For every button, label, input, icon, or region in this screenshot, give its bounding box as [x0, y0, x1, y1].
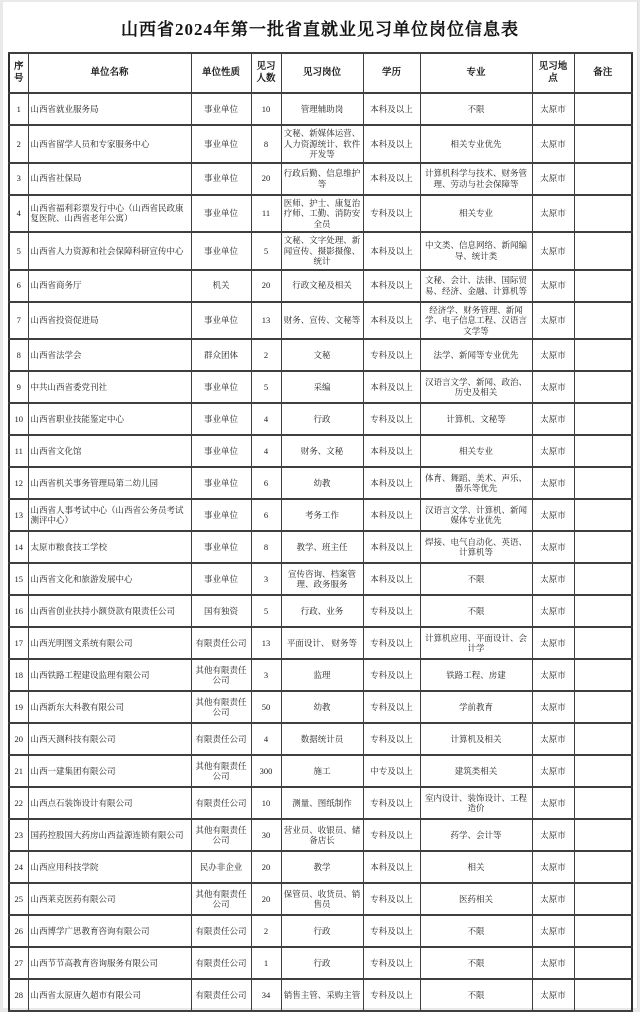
cell-nature: 有限责任公司: [191, 979, 251, 1011]
cell-note: [574, 723, 632, 755]
cell-nature: 有限责任公司: [191, 915, 251, 947]
cell-edu: 专科及以上: [363, 979, 420, 1011]
table-row: [9, 851, 632, 883]
cell-no: 6: [9, 270, 28, 302]
cell-nature: 事业单位: [191, 93, 251, 125]
cell-loc: 太原市: [532, 787, 574, 819]
cell-post: 文秘: [281, 339, 363, 371]
cell-name: 山西省文化和旅游发展中心: [28, 563, 191, 595]
cell-no: 7: [9, 302, 28, 340]
cell-no: 3: [9, 163, 28, 195]
cell-loc: 太原市: [532, 915, 574, 947]
cell-major: 不限: [420, 979, 532, 1011]
cell-count: 34: [251, 979, 281, 1011]
cell-major: 不限: [420, 915, 532, 947]
cell-post: 文秘、文字处理、新闻宣传、摄影摄像、统计: [281, 232, 363, 270]
cell-post: 幼教: [281, 691, 363, 723]
cell-loc: 太原市: [532, 270, 574, 302]
table-body: [9, 93, 632, 1011]
cell-nature: 事业单位: [191, 302, 251, 340]
cell-nature: 事业单位: [191, 163, 251, 195]
cell-no: 4: [9, 195, 28, 233]
table-row: [9, 270, 632, 302]
cell-nature: 事业单位: [191, 435, 251, 467]
cell-count: 3: [251, 659, 281, 691]
page-title: 山西省2024年第一批省直就业见习单位岗位信息表: [121, 19, 519, 39]
cell-post: 数据统计员: [281, 723, 363, 755]
cell-major: 药学、会计等: [420, 819, 532, 851]
cell-name: 山西省投资促进局: [28, 302, 191, 340]
cell-major: 计算机、文秘等: [420, 403, 532, 435]
cell-major: 相关: [420, 851, 532, 883]
table-header: [9, 53, 632, 93]
cell-edu: 专科及以上: [363, 691, 420, 723]
cell-major: 相关专业优先: [420, 125, 532, 163]
cell-count: 20: [251, 851, 281, 883]
table-row: [9, 595, 632, 627]
cell-name: 太原市粮食技工学校: [28, 531, 191, 563]
cell-no: 14: [9, 531, 28, 563]
table-row: [9, 819, 632, 851]
cell-major: 体育、舞蹈、美术、声乐、器乐等优先: [420, 467, 532, 499]
cell-note: [574, 947, 632, 979]
cell-loc: 太原市: [532, 435, 574, 467]
cell-post: 行政: [281, 915, 363, 947]
cell-name: 山西省职业技能鉴定中心: [28, 403, 191, 435]
cell-no: 9: [9, 371, 28, 403]
cell-note: [574, 435, 632, 467]
cell-name: 山西省创业扶持小额贷款有限责任公司: [28, 595, 191, 627]
cell-note: [574, 93, 632, 125]
cell-post: 财务、宣传、文秘等: [281, 302, 363, 340]
cell-loc: 太原市: [532, 467, 574, 499]
table-row: [9, 883, 632, 915]
cell-note: [574, 691, 632, 723]
cell-nature: 事业单位: [191, 371, 251, 403]
cell-nature: 其他有限责任公司: [191, 819, 251, 851]
cell-post: 文秘、新媒体运营、人力资源统计、软件开发等: [281, 125, 363, 163]
cell-nature: 有限责任公司: [191, 947, 251, 979]
cell-note: [574, 403, 632, 435]
cell-edu: 本科及以上: [363, 270, 420, 302]
column-header-nature: 单位性质: [191, 53, 251, 93]
table-row: [9, 531, 632, 563]
cell-post: 教学、班主任: [281, 531, 363, 563]
cell-no: 19: [9, 691, 28, 723]
table-row: [9, 627, 632, 659]
cell-note: [574, 232, 632, 270]
column-header-no: 序号: [9, 53, 28, 93]
cell-major: 汉语言文学、新闻、政治、历史及相关: [420, 371, 532, 403]
cell-loc: 太原市: [532, 627, 574, 659]
cell-name: 山西省就业服务局: [28, 93, 191, 125]
cell-post: 考务工作: [281, 499, 363, 531]
cell-nature: 事业单位: [191, 499, 251, 531]
cell-note: [574, 125, 632, 163]
cell-major: 不限: [420, 563, 532, 595]
cell-nature: 事业单位: [191, 403, 251, 435]
cell-count: 30: [251, 819, 281, 851]
cell-major: 计算机应用、平面设计、会计学: [420, 627, 532, 659]
cell-post: 保管员、收货员、销售员: [281, 883, 363, 915]
cell-note: [574, 302, 632, 340]
table-row: [9, 403, 632, 435]
cell-loc: 太原市: [532, 595, 574, 627]
cell-major: 汉语言文学、计算机、新闻媒体专业优先: [420, 499, 532, 531]
cell-note: [574, 595, 632, 627]
cell-note: [574, 531, 632, 563]
cell-major: 相关专业: [420, 435, 532, 467]
cell-count: 10: [251, 93, 281, 125]
cell-nature: 事业单位: [191, 195, 251, 233]
cell-note: [574, 563, 632, 595]
cell-no: 13: [9, 499, 28, 531]
cell-loc: 太原市: [532, 403, 574, 435]
cell-note: [574, 163, 632, 195]
cell-no: 16: [9, 595, 28, 627]
cell-edu: 专科及以上: [363, 403, 420, 435]
cell-major: 铁路工程、房建: [420, 659, 532, 691]
table-row: [9, 339, 632, 371]
header-row: [9, 53, 632, 93]
cell-name: 山西应用科技学院: [28, 851, 191, 883]
cell-post: 施工: [281, 755, 363, 787]
cell-count: 20: [251, 163, 281, 195]
cell-post: 采编: [281, 371, 363, 403]
cell-post: 管理辅助岗: [281, 93, 363, 125]
cell-count: 13: [251, 627, 281, 659]
column-header-post: 见习岗位: [281, 53, 363, 93]
cell-name: 山西莱克医药有限公司: [28, 883, 191, 915]
cell-note: [574, 371, 632, 403]
cell-loc: 太原市: [532, 819, 574, 851]
column-header-major: 专业: [420, 53, 532, 93]
cell-edu: 本科及以上: [363, 563, 420, 595]
cell-name: 山西天测科技有限公司: [28, 723, 191, 755]
table-row: [9, 563, 632, 595]
cell-major: 建筑类相关: [420, 755, 532, 787]
cell-nature: 事业单位: [191, 563, 251, 595]
cell-loc: 太原市: [532, 499, 574, 531]
cell-name: 国药控股国大药房山西益源连锁有限公司: [28, 819, 191, 851]
table-row: [9, 755, 632, 787]
cell-note: [574, 979, 632, 1011]
cell-note: [574, 851, 632, 883]
cell-count: 6: [251, 499, 281, 531]
table-row: [9, 371, 632, 403]
positions-table: [8, 52, 633, 1012]
cell-edu: 中专及以上: [363, 755, 420, 787]
cell-count: 13: [251, 302, 281, 340]
cell-edu: 专科及以上: [363, 339, 420, 371]
cell-major: 文秘、会计、法律、国际贸易、经济、金融、计算机等: [420, 270, 532, 302]
cell-note: [574, 819, 632, 851]
cell-edu: 本科及以上: [363, 851, 420, 883]
cell-no: 10: [9, 403, 28, 435]
cell-post: 平面设计、 财务等: [281, 627, 363, 659]
cell-post: 宣传咨询、档案管理、政务服务: [281, 563, 363, 595]
cell-loc: 太原市: [532, 163, 574, 195]
cell-count: 3: [251, 563, 281, 595]
cell-note: [574, 339, 632, 371]
cell-note: [574, 270, 632, 302]
cell-name: 山西铁路工程建设监理有限公司: [28, 659, 191, 691]
cell-loc: 太原市: [532, 851, 574, 883]
cell-nature: 事业单位: [191, 531, 251, 563]
cell-no: 26: [9, 915, 28, 947]
table-row: [9, 723, 632, 755]
cell-nature: 国有独资: [191, 595, 251, 627]
cell-post: 测量、图纸制作: [281, 787, 363, 819]
cell-no: 2: [9, 125, 28, 163]
cell-count: 5: [251, 232, 281, 270]
cell-nature: 事业单位: [191, 467, 251, 499]
cell-count: 20: [251, 270, 281, 302]
cell-post: 行政文秘及相关: [281, 270, 363, 302]
cell-no: 22: [9, 787, 28, 819]
cell-edu: 专科及以上: [363, 915, 420, 947]
cell-note: [574, 915, 632, 947]
cell-nature: 其他有限责任公司: [191, 755, 251, 787]
cell-edu: 本科及以上: [363, 499, 420, 531]
cell-no: 23: [9, 819, 28, 851]
cell-loc: 太原市: [532, 531, 574, 563]
cell-count: 4: [251, 403, 281, 435]
cell-no: 1: [9, 93, 28, 125]
cell-loc: 太原市: [532, 755, 574, 787]
cell-count: 8: [251, 531, 281, 563]
cell-major: 学前教育: [420, 691, 532, 723]
cell-name: 山西博学广思教育咨询有限公司: [28, 915, 191, 947]
cell-loc: 太原市: [532, 125, 574, 163]
cell-no: 24: [9, 851, 28, 883]
cell-post: 行政: [281, 403, 363, 435]
cell-no: 27: [9, 947, 28, 979]
cell-count: 2: [251, 915, 281, 947]
cell-post: 幼教: [281, 467, 363, 499]
cell-count: 4: [251, 435, 281, 467]
cell-no: 8: [9, 339, 28, 371]
table-row: [9, 93, 632, 125]
cell-loc: 太原市: [532, 302, 574, 340]
cell-major: 不限: [420, 93, 532, 125]
cell-count: 2: [251, 339, 281, 371]
cell-loc: 太原市: [532, 883, 574, 915]
cell-note: [574, 627, 632, 659]
cell-note: [574, 659, 632, 691]
table-row: [9, 435, 632, 467]
cell-no: 20: [9, 723, 28, 755]
cell-loc: 太原市: [532, 232, 574, 270]
cell-major: 不限: [420, 947, 532, 979]
cell-loc: 太原市: [532, 563, 574, 595]
cell-name: 山西点石装饰设计有限公司: [28, 787, 191, 819]
cell-edu: 本科及以上: [363, 371, 420, 403]
cell-no: 5: [9, 232, 28, 270]
cell-post: 行政、业务: [281, 595, 363, 627]
cell-edu: 本科及以上: [363, 232, 420, 270]
cell-count: 8: [251, 125, 281, 163]
cell-post: 行政: [281, 947, 363, 979]
cell-major: 中文类、信息网络、新闻编导、统计类: [420, 232, 532, 270]
cell-loc: 太原市: [532, 659, 574, 691]
cell-no: 21: [9, 755, 28, 787]
cell-no: 15: [9, 563, 28, 595]
cell-major: 医药相关: [420, 883, 532, 915]
cell-note: [574, 755, 632, 787]
cell-edu: 专科及以上: [363, 195, 420, 233]
table-row: [9, 195, 632, 233]
cell-no: 12: [9, 467, 28, 499]
cell-name: 山西光明图文系统有限公司: [28, 627, 191, 659]
cell-major: 法学、新闻等专业优先: [420, 339, 532, 371]
table-row: [9, 232, 632, 270]
cell-edu: 专科及以上: [363, 819, 420, 851]
cell-post: 医师、护士、康复治疗师、工勤、消防安全员: [281, 195, 363, 233]
cell-post: 教学: [281, 851, 363, 883]
cell-nature: 事业单位: [191, 232, 251, 270]
cell-name: 山西省人力资源和社会保障科研宣传中心: [28, 232, 191, 270]
cell-edu: 专科及以上: [363, 723, 420, 755]
cell-note: [574, 499, 632, 531]
cell-name: 山西新东大科教有限公司: [28, 691, 191, 723]
cell-nature: 民办非企业: [191, 851, 251, 883]
cell-loc: 太原市: [532, 979, 574, 1011]
cell-nature: 事业单位: [191, 125, 251, 163]
table-row: [9, 979, 632, 1011]
table-row: [9, 467, 632, 499]
cell-loc: 太原市: [532, 947, 574, 979]
cell-name: 山西省留学人员和专家服务中心: [28, 125, 191, 163]
cell-count: 6: [251, 467, 281, 499]
cell-loc: 太原市: [532, 371, 574, 403]
cell-edu: 本科及以上: [363, 435, 420, 467]
cell-name: 中共山西省委党刊社: [28, 371, 191, 403]
cell-count: 20: [251, 883, 281, 915]
cell-count: 10: [251, 787, 281, 819]
cell-edu: 本科及以上: [363, 467, 420, 499]
cell-post: 销售主管、采购主管: [281, 979, 363, 1011]
cell-count: 4: [251, 723, 281, 755]
cell-note: [574, 883, 632, 915]
cell-count: 5: [251, 595, 281, 627]
document-page: [3, 2, 638, 1008]
cell-edu: 专科及以上: [363, 659, 420, 691]
cell-name: 山西省法学会: [28, 339, 191, 371]
cell-name: 山西节节高教育咨询服务有限公司: [28, 947, 191, 979]
column-header-loc: 见习地点: [532, 53, 574, 93]
cell-note: [574, 467, 632, 499]
cell-post: 营业员、收银员、储备店长: [281, 819, 363, 851]
column-header-edu: 学历: [363, 53, 420, 93]
cell-major: 经济学、财务管理、新闻学、电子信息工程、汉语言文学等: [420, 302, 532, 340]
table-row: [9, 659, 632, 691]
table-row: [9, 915, 632, 947]
cell-loc: 太原市: [532, 339, 574, 371]
cell-nature: 机关: [191, 270, 251, 302]
cell-name: 山西省文化馆: [28, 435, 191, 467]
cell-edu: 本科及以上: [363, 531, 420, 563]
cell-name: 山西省人事考试中心（山西省公务员考试测评中心）: [28, 499, 191, 531]
cell-nature: 其他有限责任公司: [191, 659, 251, 691]
cell-edu: 专科及以上: [363, 787, 420, 819]
cell-post: 行政后勤、信息维护等: [281, 163, 363, 195]
cell-loc: 太原市: [532, 723, 574, 755]
cell-edu: 本科及以上: [363, 93, 420, 125]
cell-nature: 有限责任公司: [191, 627, 251, 659]
table-row: [9, 787, 632, 819]
cell-major: 不限: [420, 595, 532, 627]
cell-major: 相关专业: [420, 195, 532, 233]
cell-name: 山西一建集团有限公司: [28, 755, 191, 787]
cell-edu: 本科及以上: [363, 163, 420, 195]
cell-count: 50: [251, 691, 281, 723]
cell-no: 18: [9, 659, 28, 691]
cell-note: [574, 787, 632, 819]
cell-edu: 本科及以上: [363, 125, 420, 163]
cell-no: 25: [9, 883, 28, 915]
column-header-name: 单位名称: [28, 53, 191, 93]
cell-edu: 本科及以上: [363, 302, 420, 340]
cell-count: 5: [251, 371, 281, 403]
cell-note: [574, 195, 632, 233]
cell-edu: 专科及以上: [363, 595, 420, 627]
cell-major: 室内设计、装饰设计、工程造价: [420, 787, 532, 819]
cell-post: 财务、文秘: [281, 435, 363, 467]
cell-loc: 太原市: [532, 195, 574, 233]
cell-edu: 专科及以上: [363, 947, 420, 979]
table-row: [9, 163, 632, 195]
column-header-count: 见习人数: [251, 53, 281, 93]
cell-edu: 专科及以上: [363, 883, 420, 915]
cell-name: 山西省太原唐久超市有限公司: [28, 979, 191, 1011]
cell-count: 300: [251, 755, 281, 787]
cell-nature: 其他有限责任公司: [191, 883, 251, 915]
cell-loc: 太原市: [532, 93, 574, 125]
cell-name: 山西省福利彩票发行中心（山西省民政康复医院、山西省老年公寓）: [28, 195, 191, 233]
column-header-note: 备注: [574, 53, 632, 93]
cell-count: 1: [251, 947, 281, 979]
table-row: [9, 947, 632, 979]
cell-major: 计算机及相关: [420, 723, 532, 755]
cell-no: 17: [9, 627, 28, 659]
cell-name: 山西省机关事务管理局第二幼儿园: [28, 467, 191, 499]
cell-name: 山西省商务厅: [28, 270, 191, 302]
cell-nature: 有限责任公司: [191, 787, 251, 819]
cell-name: 山西省社保局: [28, 163, 191, 195]
cell-no: 28: [9, 979, 28, 1011]
cell-post: 监理: [281, 659, 363, 691]
cell-loc: 太原市: [532, 691, 574, 723]
table-row: [9, 499, 632, 531]
cell-edu: 专科及以上: [363, 627, 420, 659]
cell-nature: 其他有限责任公司: [191, 691, 251, 723]
table-row: [9, 302, 632, 340]
table-row: [9, 691, 632, 723]
cell-nature: 有限责任公司: [191, 723, 251, 755]
title-bar: [3, 2, 637, 52]
cell-count: 11: [251, 195, 281, 233]
cell-no: 11: [9, 435, 28, 467]
cell-major: 焊接、电气自动化、英语、计算机等: [420, 531, 532, 563]
table-row: [9, 125, 632, 163]
cell-major: 计算机科学与技术、财务管理、劳动与社会保障等: [420, 163, 532, 195]
cell-nature: 群众团体: [191, 339, 251, 371]
